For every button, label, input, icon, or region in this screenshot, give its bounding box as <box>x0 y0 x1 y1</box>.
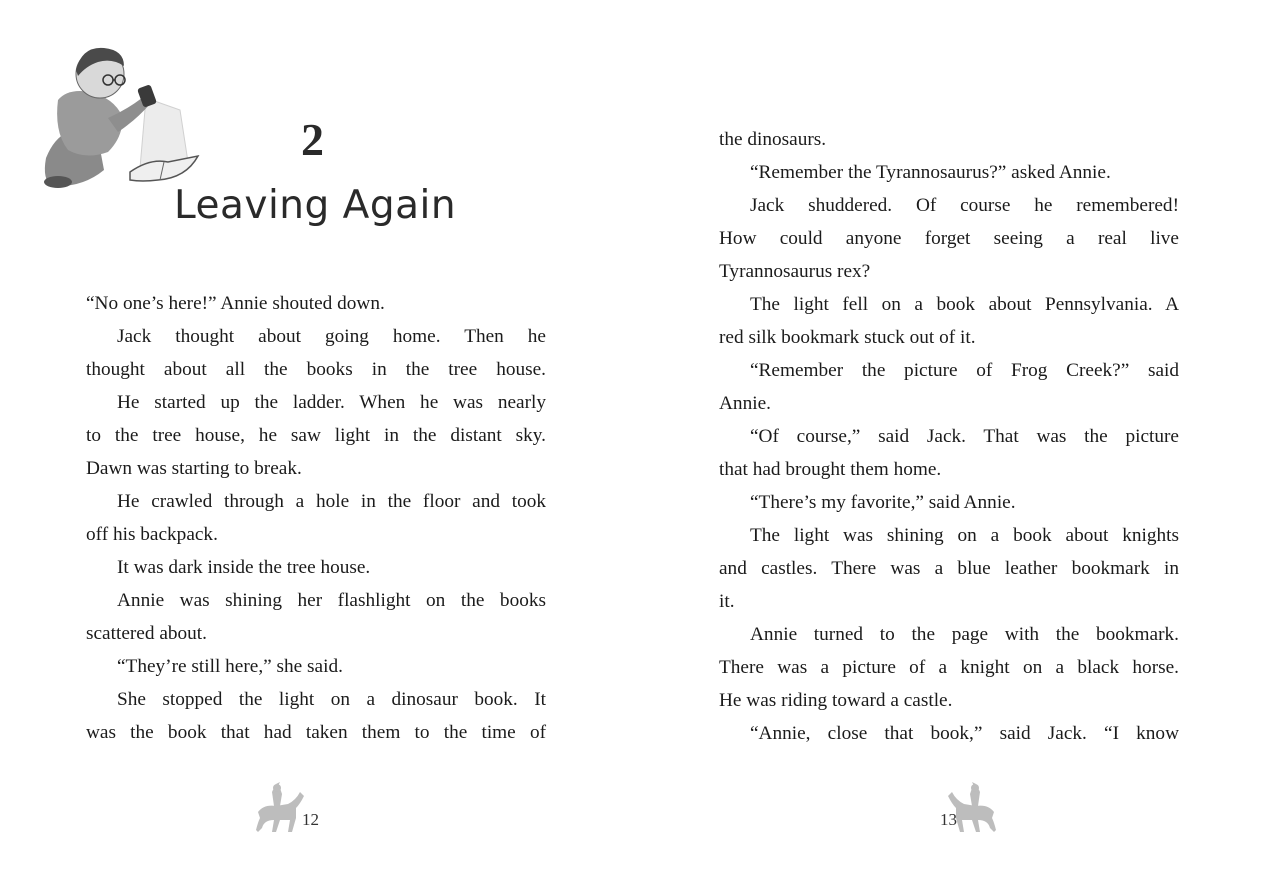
right-page <box>632 0 1264 873</box>
left-page-footer <box>250 780 340 840</box>
boy-reading-with-flashlight-illustration <box>38 40 203 190</box>
text-line: the dinosaurs. <box>719 129 827 150</box>
page-number: 12 <box>302 810 319 829</box>
page-number: 13 <box>940 810 957 829</box>
text-line: red silk bookmark stuck out of it. <box>719 327 976 348</box>
right-page-footer <box>932 780 1022 840</box>
right-page-text <box>719 123 1179 750</box>
text-line: thought about all the books in the tree house. <box>86 359 546 380</box>
text-line: “Remember the picture of Frog Creek?” said <box>750 360 1179 381</box>
text-line: it. <box>719 591 735 612</box>
text-line: She stopped the light on a dinosaur book. It <box>117 689 546 710</box>
text-line: The light fell on a book about Pennsylvania. A <box>750 294 1179 315</box>
text-line: Dawn was starting to break. <box>86 458 302 479</box>
text-line: and castles. There was a blue leather bookmark in <box>719 558 1179 579</box>
chapter-number: 2 <box>301 114 324 165</box>
text-line: He was riding toward a castle. <box>719 690 953 711</box>
text-line: scattered about. <box>86 623 207 644</box>
text-line: “Of course,” said Jack. That was the picture <box>750 426 1179 447</box>
text-line: “Remember the Tyrannosaurus?” asked Annie. <box>750 162 1111 183</box>
text-line: There was a picture of a knight on a black horse. <box>719 657 1179 678</box>
text-line: was the book that had taken them to the time of <box>86 722 546 743</box>
text-line: Annie turned to the page with the bookmark. <box>750 624 1179 645</box>
text-line: It was dark inside the tree house. <box>117 557 371 578</box>
chapter-title: Leaving Again <box>173 183 457 228</box>
knight-on-horse-icon <box>250 782 306 836</box>
text-line: He crawled through a hole in the floor and took <box>117 491 546 512</box>
text-line: The light was shining on a book about knights <box>750 525 1179 546</box>
text-line: Annie was shining her flashlight on the books <box>117 590 546 611</box>
left-page-text <box>86 287 546 749</box>
text-line: “No one’s here!” Annie shouted down. <box>86 293 385 314</box>
text-line: off his backpack. <box>86 524 218 545</box>
knight-on-horse-icon <box>946 782 1002 836</box>
text-line: that had brought them home. <box>719 459 942 480</box>
text-line: “Annie, close that book,” said Jack. “I know <box>750 723 1179 744</box>
text-line: “They’re still here,” she said. <box>117 656 343 677</box>
text-line: He started up the ladder. When he was nearly <box>117 392 546 413</box>
text-line: Annie. <box>719 393 771 414</box>
text-line: to the tree house, he saw light in the distant sky. <box>86 425 546 446</box>
text-line: How could anyone forget seeing a real live <box>719 228 1179 249</box>
text-line: Jack shuddered. Of course he remembered! <box>750 195 1179 216</box>
text-line: Tyrannosaurus rex? <box>719 261 871 282</box>
text-line: “There’s my favorite,” said Annie. <box>750 492 1016 513</box>
text-line: Jack thought about going home. Then he <box>117 326 546 347</box>
